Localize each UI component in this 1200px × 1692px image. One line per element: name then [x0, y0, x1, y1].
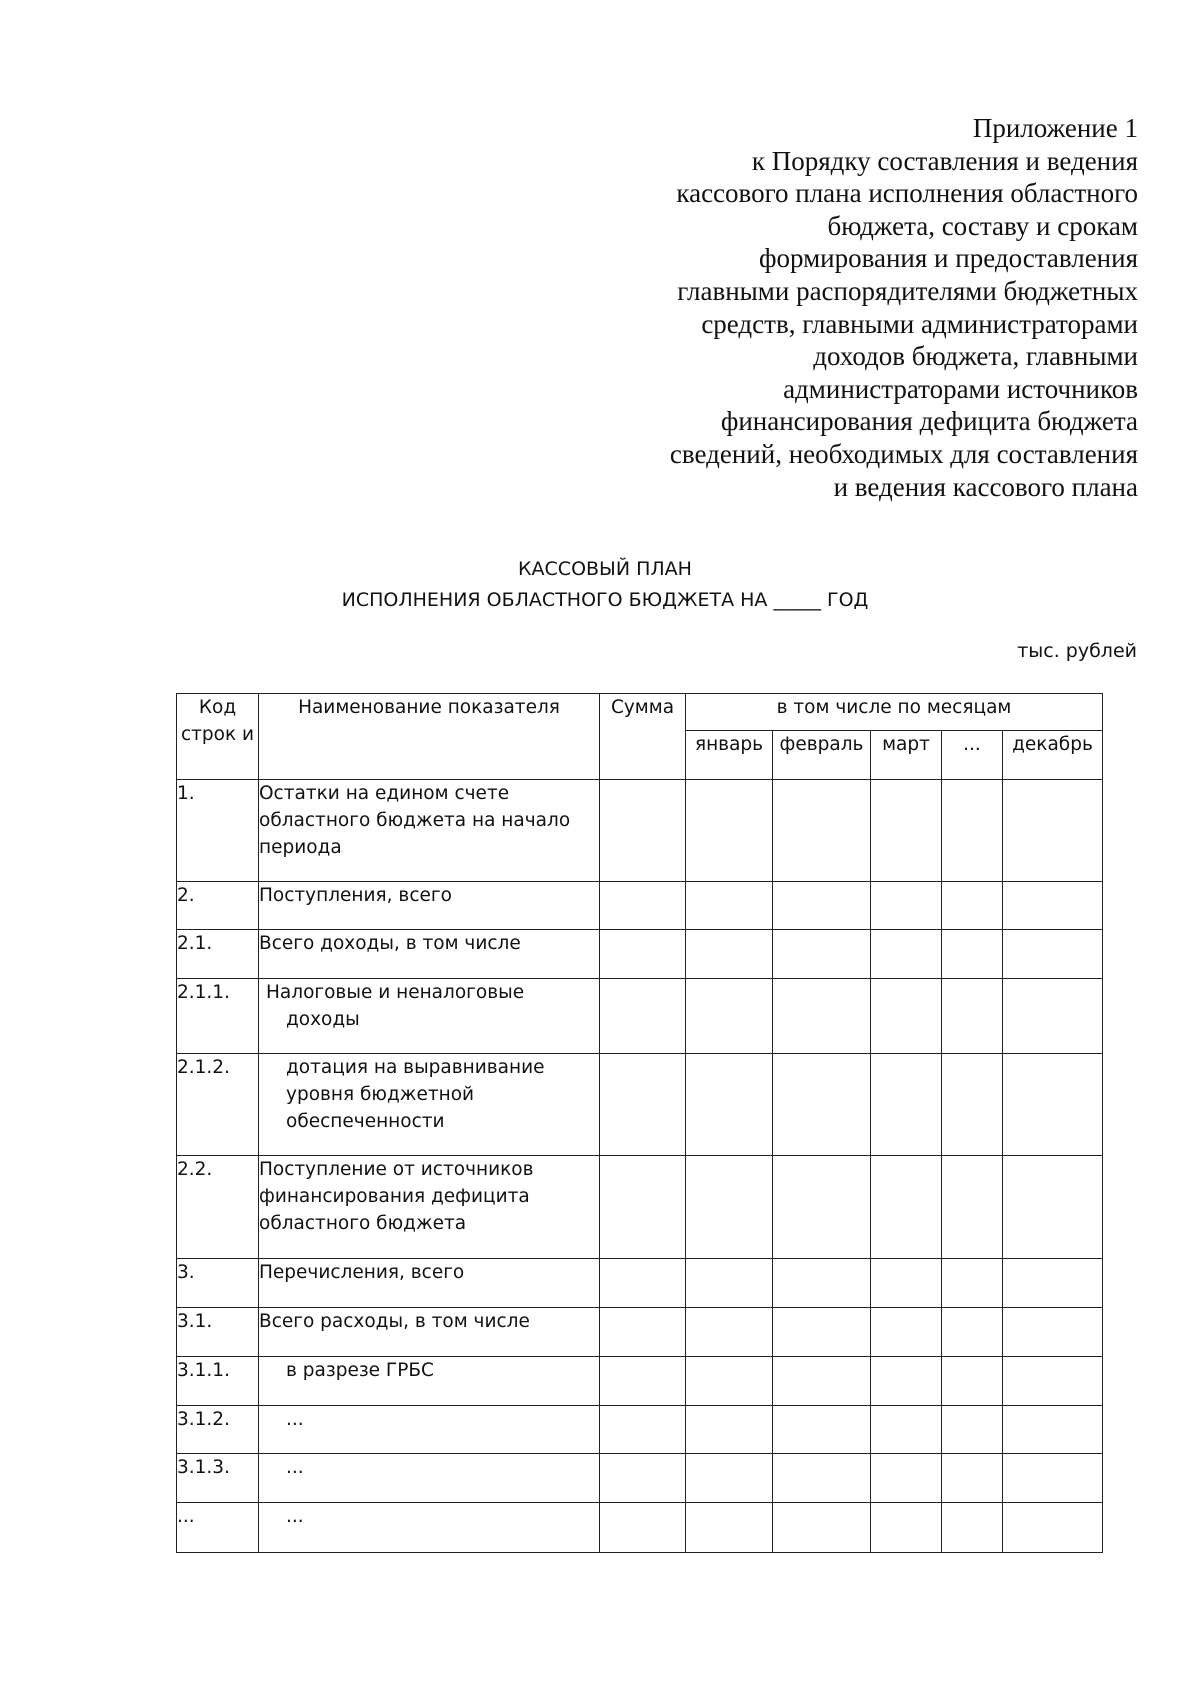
- cell-month: [942, 1054, 1003, 1156]
- cell-month: [686, 1406, 773, 1454]
- cell-sum: [600, 1503, 686, 1553]
- cell-sum: [600, 1308, 686, 1357]
- cell-month: [871, 882, 942, 930]
- row-code: 3.1.: [177, 1308, 259, 1357]
- cell-month: [871, 780, 942, 882]
- cash-plan-table: [176, 693, 1103, 1553]
- row-code: 3.1.1.: [177, 1357, 259, 1406]
- header-month: ...: [942, 731, 1003, 780]
- cell-month: [773, 780, 871, 882]
- row-name: ...: [259, 1503, 600, 1553]
- cell-month: [942, 1308, 1003, 1357]
- cell-month: [942, 1454, 1003, 1503]
- cell-month: [773, 930, 871, 979]
- appendix-line: бюджета, составу и срокам: [827, 210, 1138, 241]
- appendix-line: Приложение 1: [972, 113, 1138, 143]
- cell-month: [1003, 780, 1103, 882]
- header-code: Код строк и: [177, 694, 259, 780]
- cell-sum: [600, 1054, 686, 1156]
- table-row: [177, 930, 1103, 979]
- cell-month: [942, 1156, 1003, 1259]
- appendix-line: главными распорядителями бюджетных: [677, 275, 1138, 306]
- row-name: ...: [259, 1406, 600, 1454]
- appendix-header: [578, 112, 1138, 503]
- document-title: [0, 554, 1200, 616]
- cell-month: [1003, 1054, 1103, 1156]
- appendix-line: формирования и предоставления: [758, 243, 1138, 274]
- cell-sum: [600, 1454, 686, 1503]
- cell-sum: [600, 1357, 686, 1406]
- cell-month: [871, 979, 942, 1054]
- cell-month: [1003, 1503, 1103, 1553]
- appendix-line: доходов бюджета, главными: [813, 341, 1138, 372]
- header-month: январь: [686, 731, 773, 780]
- table-row: [177, 1503, 1103, 1553]
- row-code: 2.1.1.: [177, 979, 259, 1054]
- cell-month: [942, 1259, 1003, 1308]
- cell-month: [1003, 1156, 1103, 1259]
- row-name: дотация на выравнивание уровня бюджетной обеспеченности: [259, 1054, 600, 1156]
- cell-month: [871, 1357, 942, 1406]
- cell-month: [942, 1357, 1003, 1406]
- table-row: [177, 1259, 1103, 1308]
- cell-month: [1003, 1308, 1103, 1357]
- row-name: ...: [259, 1454, 600, 1503]
- appendix-line: администраторами источников: [783, 373, 1138, 404]
- cell-month: [871, 930, 942, 979]
- row-code: 2.1.2.: [177, 1054, 259, 1156]
- cell-month: [1003, 1259, 1103, 1308]
- table-row: [177, 1308, 1103, 1357]
- cell-month: [686, 979, 773, 1054]
- cell-sum: [600, 930, 686, 979]
- cell-sum: [600, 1156, 686, 1259]
- cell-month: [773, 1054, 871, 1156]
- header-month: март: [871, 731, 942, 780]
- cell-sum: [600, 780, 686, 882]
- cell-month: [773, 1454, 871, 1503]
- cell-month: [686, 780, 773, 882]
- cell-month: [1003, 1454, 1103, 1503]
- header-name: Наименование показателя: [259, 694, 600, 780]
- row-name: Всего доходы, в том числе: [259, 930, 600, 979]
- table-row: [177, 1156, 1103, 1259]
- table-row: [177, 882, 1103, 930]
- row-name: Перечисления, всего: [259, 1259, 600, 1308]
- row-code: 3.1.3.: [177, 1454, 259, 1503]
- cell-month: [773, 1357, 871, 1406]
- row-code: 1.: [177, 780, 259, 882]
- title-line-1: КАССОВЫЙ ПЛАН: [518, 558, 692, 580]
- cell-month: [686, 1156, 773, 1259]
- cell-sum: [600, 1406, 686, 1454]
- cell-sum: [600, 979, 686, 1054]
- row-name: в разрезе ГРБС: [259, 1357, 600, 1406]
- row-code: 2.: [177, 882, 259, 930]
- table-row: [177, 1406, 1103, 1454]
- row-name: Поступление от источников финансирования дефицита областного бюджета: [259, 1156, 600, 1259]
- cell-month: [871, 1454, 942, 1503]
- cell-month: [773, 1308, 871, 1357]
- title-line-2: ИСПОЛНЕНИЯ ОБЛАСТНОГО БЮДЖЕТА НА _____ ГОД: [341, 589, 869, 611]
- row-name: Всего расходы, в том числе: [259, 1308, 600, 1357]
- appendix-line: финансирования дефицита бюджета: [720, 406, 1138, 437]
- table-row: [177, 1357, 1103, 1406]
- cell-month: [686, 1503, 773, 1553]
- appendix-line: средств, главными администраторами: [701, 308, 1138, 339]
- cell-month: [773, 882, 871, 930]
- cell-month: [871, 1406, 942, 1454]
- cell-month: [1003, 1406, 1103, 1454]
- cell-sum: [600, 1259, 686, 1308]
- cell-month: [871, 1259, 942, 1308]
- cell-month: [686, 1308, 773, 1357]
- row-name: Налоговые и неналоговые доходы: [259, 979, 600, 1054]
- cell-month: [773, 1503, 871, 1553]
- units-label: тыс. рублей: [1017, 640, 1137, 662]
- cell-month: [773, 1259, 871, 1308]
- cell-month: [1003, 882, 1103, 930]
- cell-month: [942, 882, 1003, 930]
- table-row: [177, 1454, 1103, 1503]
- cell-month: [686, 1454, 773, 1503]
- cell-month: [871, 1054, 942, 1156]
- header-months-group: в том числе по месяцам: [686, 694, 1103, 731]
- cell-month: [1003, 979, 1103, 1054]
- cell-month: [773, 1156, 871, 1259]
- header-row: [177, 694, 1103, 731]
- appendix-line: кассового плана исполнения областного: [676, 178, 1138, 209]
- header-month: декабрь: [1003, 731, 1103, 780]
- row-code: 3.: [177, 1259, 259, 1308]
- cell-month: [686, 930, 773, 979]
- cell-month: [686, 882, 773, 930]
- appendix-line: к Порядку составления и ведения: [751, 145, 1138, 176]
- header-sum: Сумма: [600, 694, 686, 780]
- cell-month: [942, 1503, 1003, 1553]
- cell-month: [1003, 1357, 1103, 1406]
- cell-month: [686, 1259, 773, 1308]
- table-row: [177, 780, 1103, 882]
- cell-month: [942, 930, 1003, 979]
- cell-month: [942, 1406, 1003, 1454]
- cell-month: [871, 1503, 942, 1553]
- cell-month: [942, 780, 1003, 882]
- row-name: Поступления, всего: [259, 882, 600, 930]
- row-code: 2.1.: [177, 930, 259, 979]
- table-row: [177, 979, 1103, 1054]
- cell-month: [773, 979, 871, 1054]
- appendix-line: и ведения кассового плана: [833, 471, 1138, 502]
- header-month: февраль: [773, 731, 871, 780]
- appendix-line: сведений, необходимых для составления: [669, 438, 1138, 469]
- row-code: 3.1.2.: [177, 1406, 259, 1454]
- cell-month: [1003, 930, 1103, 979]
- cell-month: [871, 1308, 942, 1357]
- cell-month: [773, 1406, 871, 1454]
- row-code: 2.2.: [177, 1156, 259, 1259]
- table-row: [177, 1054, 1103, 1156]
- cell-sum: [600, 882, 686, 930]
- cell-month: [942, 979, 1003, 1054]
- cell-month: [871, 1156, 942, 1259]
- cell-month: [686, 1054, 773, 1156]
- row-code: ...: [177, 1503, 259, 1553]
- cell-month: [686, 1357, 773, 1406]
- row-name: Остатки на едином счете областного бюджета на начало периода: [259, 780, 600, 882]
